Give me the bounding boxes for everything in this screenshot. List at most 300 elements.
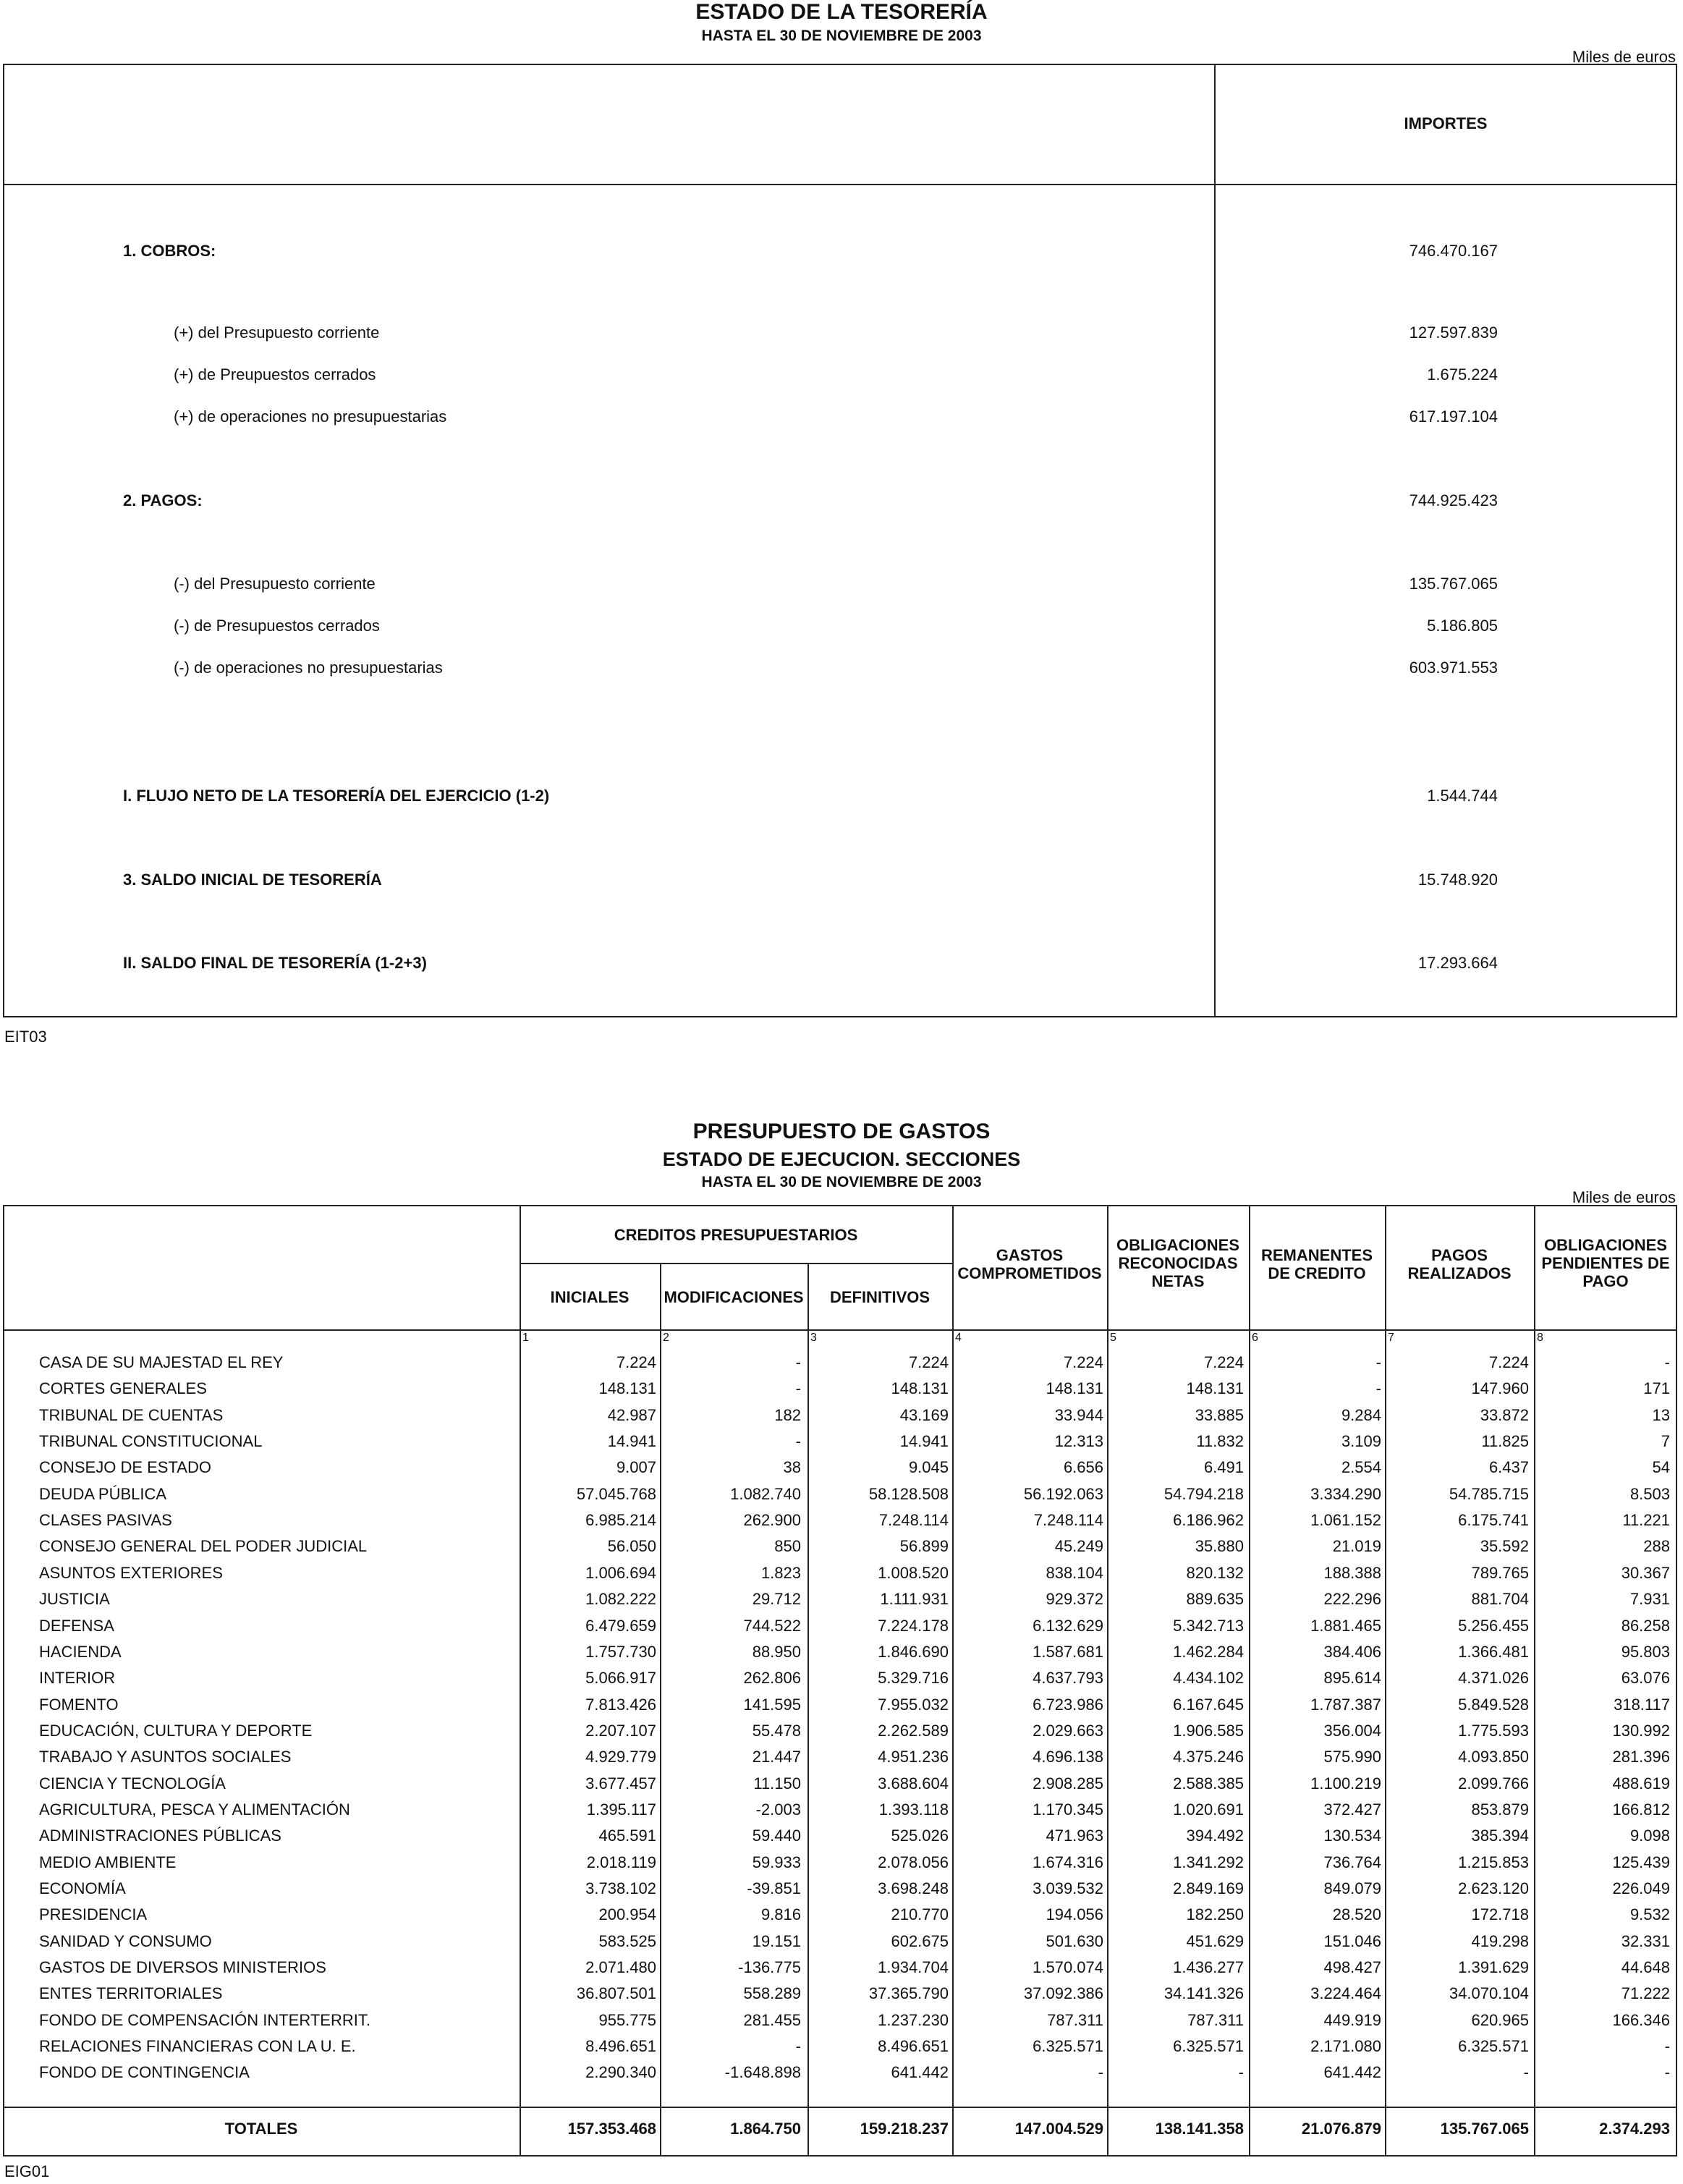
table-row bbox=[3, 1561, 1677, 1587]
table-row bbox=[3, 1666, 1677, 1692]
cell-definitivos: 525.026 bbox=[891, 1827, 949, 1845]
cell-remanentes: 2.171.080 bbox=[1310, 2037, 1381, 2055]
totals-label: TOTALES bbox=[224, 2120, 298, 2138]
cell-iniciales: 56.050 bbox=[607, 1537, 656, 1555]
cell-comprometidos: 45.249 bbox=[1054, 1537, 1103, 1555]
cell-pendientes: 63.076 bbox=[1621, 1669, 1670, 1687]
cell-section-name: ADMINISTRACIONES PÚBLICAS bbox=[39, 1827, 281, 1845]
cell-obligaciones: 1.436.277 bbox=[1173, 1958, 1244, 1976]
table-row bbox=[3, 1719, 1677, 1745]
cell-definitivos: 7.224.178 bbox=[878, 1617, 949, 1635]
cell-iniciales: 8.496.651 bbox=[585, 2037, 656, 2055]
table-row bbox=[3, 1508, 1677, 1534]
cell-iniciales: 57.045.768 bbox=[576, 1485, 656, 1503]
cell-section-name: PRESIDENCIA bbox=[39, 1905, 148, 1923]
cell-definitivos: 148.131 bbox=[891, 1379, 949, 1397]
cell-obligaciones: 54.794.218 bbox=[1163, 1485, 1244, 1503]
cell-modificaciones: 11.150 bbox=[753, 1774, 801, 1793]
cell-iniciales: 4.929.779 bbox=[585, 1748, 656, 1766]
cell-comprometidos: 6.656 bbox=[1063, 1458, 1103, 1476]
cell-pagos: 1.215.853 bbox=[1458, 1853, 1529, 1871]
cell-definitivos: 5.329.716 bbox=[878, 1669, 949, 1687]
cell-obligaciones: 34.141.326 bbox=[1163, 1984, 1244, 2002]
cell-comprometidos: 4.696.138 bbox=[1033, 1748, 1103, 1766]
cell-modificaciones: 1.082.740 bbox=[730, 1485, 801, 1503]
total-iniciales: 157.353.468 bbox=[567, 2120, 656, 2138]
cell-pendientes: 8.503 bbox=[1629, 1485, 1670, 1503]
cell-obligaciones: - bbox=[1238, 2063, 1244, 2081]
cell-iniciales: 9.007 bbox=[616, 1458, 656, 1476]
tesoreria-line-value: 5.186.805 bbox=[1427, 617, 1498, 635]
cell-pendientes: 288 bbox=[1643, 1537, 1670, 1555]
cell-obligaciones: 1.906.585 bbox=[1173, 1722, 1244, 1740]
cell-obligaciones: 2.849.169 bbox=[1173, 1879, 1244, 1897]
column-number: 1 bbox=[522, 1332, 529, 1344]
cell-definitivos: 7.248.114 bbox=[878, 1511, 949, 1529]
header-line: REMANENTES bbox=[1260, 1246, 1373, 1264]
cell-pagos: 1.391.629 bbox=[1458, 1958, 1529, 1976]
cell-comprometidos: 33.944 bbox=[1054, 1406, 1103, 1424]
header-line: PAGO bbox=[1582, 1272, 1629, 1290]
cell-pendientes: 130.992 bbox=[1612, 1722, 1670, 1740]
column-number: 7 bbox=[1388, 1332, 1394, 1344]
tesoreria-line-label: (-) de Presupuestos cerrados bbox=[174, 617, 380, 635]
table-row bbox=[3, 1403, 1677, 1429]
cell-obligaciones: 394.492 bbox=[1186, 1827, 1244, 1845]
totals-top-line bbox=[3, 2107, 1677, 2108]
cell-pendientes: 30.367 bbox=[1621, 1564, 1670, 1582]
cell-pagos: 2.623.120 bbox=[1458, 1879, 1529, 1897]
cell-section-name: CIENCIA Y TECNOLOGÍA bbox=[39, 1774, 226, 1793]
cell-obligaciones: 451.629 bbox=[1186, 1932, 1244, 1950]
cell-section-name: FONDO DE CONTINGENCIA bbox=[39, 2063, 250, 2081]
cell-pagos: 1.366.481 bbox=[1458, 1643, 1529, 1661]
cell-section-name: AGRICULTURA, PESCA Y ALIMENTACIÓN bbox=[39, 1800, 350, 1819]
header-line: PAGOS bbox=[1431, 1246, 1488, 1264]
cell-section-name: DEUDA PÚBLICA bbox=[39, 1485, 167, 1503]
cell-modificaciones: -2.003 bbox=[755, 1800, 801, 1819]
cell-pagos: 54.785.715 bbox=[1449, 1485, 1529, 1503]
cell-remanentes: 3.224.464 bbox=[1310, 1984, 1381, 2002]
tesoreria-line-label: (+) de Preupuestos cerrados bbox=[174, 365, 376, 384]
creditos-underline bbox=[520, 1263, 952, 1264]
cell-pendientes: 318.117 bbox=[1614, 1696, 1670, 1714]
cell-comprometidos: 37.092.386 bbox=[1023, 1984, 1103, 2002]
cell-comprometidos: 194.056 bbox=[1046, 1905, 1103, 1923]
cell-iniciales: 2.207.107 bbox=[585, 1722, 656, 1740]
cell-comprometidos: 471.963 bbox=[1046, 1827, 1103, 1845]
cell-modificaciones: 744.522 bbox=[743, 1617, 801, 1635]
cell-pagos: 2.099.766 bbox=[1458, 1774, 1529, 1793]
cell-pendientes: - bbox=[1664, 2063, 1670, 2081]
cell-definitivos: 1.393.118 bbox=[878, 1800, 949, 1819]
cell-section-name: RELACIONES FINANCIERAS CON LA U. E. bbox=[39, 2037, 356, 2055]
cell-iniciales: 465.591 bbox=[598, 1827, 656, 1845]
cell-pendientes: 86.258 bbox=[1621, 1617, 1670, 1635]
table-row bbox=[3, 1798, 1677, 1824]
cell-definitivos: 4.951.236 bbox=[878, 1748, 949, 1766]
cell-iniciales: 36.807.501 bbox=[576, 1984, 656, 2002]
cell-remanentes: 575.990 bbox=[1323, 1748, 1381, 1766]
tesoreria-line-label: 1. COBROS: bbox=[123, 242, 216, 260]
cell-remanentes: 849.079 bbox=[1323, 1879, 1381, 1897]
cell-iniciales: 3.738.102 bbox=[585, 1879, 656, 1897]
cell-pagos: 11.825 bbox=[1481, 1432, 1529, 1450]
tesoreria-line-value: 617.197.104 bbox=[1409, 407, 1498, 426]
tesoreria-line-label: I. FLUJO NETO DE LA TESORERÍA DEL EJERCICIO (1-2) bbox=[123, 787, 550, 805]
cell-pagos: 1.775.593 bbox=[1458, 1722, 1529, 1740]
cell-modificaciones: 281.455 bbox=[743, 2011, 801, 2029]
cell-pagos: 35.592 bbox=[1480, 1537, 1529, 1555]
cell-remanentes: 2.554 bbox=[1341, 1458, 1381, 1476]
cell-obligaciones: 4.375.246 bbox=[1173, 1748, 1244, 1766]
header-obligaciones-reconocidas bbox=[1107, 1236, 1249, 1290]
cell-pagos: 6.175.741 bbox=[1458, 1511, 1529, 1529]
cell-comprometidos: 3.039.532 bbox=[1033, 1879, 1103, 1897]
cell-remanentes: 151.046 bbox=[1323, 1932, 1381, 1950]
header-definitivos: DEFINITIVOS bbox=[829, 1288, 930, 1306]
cell-remanentes: 9.284 bbox=[1341, 1406, 1381, 1424]
cell-remanentes: 498.427 bbox=[1323, 1958, 1381, 1976]
table-row bbox=[3, 1376, 1677, 1402]
cell-definitivos: 3.698.248 bbox=[878, 1879, 949, 1897]
cell-section-name: TRIBUNAL DE CUENTAS bbox=[39, 1406, 224, 1424]
cell-pendientes: 44.648 bbox=[1621, 1958, 1670, 1976]
header-bottom-line bbox=[3, 1329, 1677, 1331]
cell-modificaciones: 55.478 bbox=[752, 1722, 801, 1740]
header-line: NETAS bbox=[1151, 1272, 1205, 1290]
table-row bbox=[3, 1981, 1677, 2007]
cell-remanentes: 130.534 bbox=[1323, 1827, 1381, 1845]
cell-obligaciones: 6.325.571 bbox=[1173, 2037, 1244, 2055]
cell-comprometidos: 6.132.629 bbox=[1033, 1617, 1103, 1635]
cell-definitivos: 1.934.704 bbox=[878, 1958, 949, 1976]
cell-remanentes: 222.296 bbox=[1323, 1590, 1381, 1608]
table-row bbox=[3, 1745, 1677, 1771]
cell-modificaciones: 21.447 bbox=[752, 1748, 801, 1766]
cell-pagos: 385.394 bbox=[1471, 1827, 1529, 1845]
cell-section-name: MEDIO AMBIENTE bbox=[39, 1853, 177, 1871]
cell-remanentes: 736.764 bbox=[1323, 1853, 1381, 1871]
cell-modificaciones: 38 bbox=[783, 1458, 801, 1476]
cell-section-name: JUSTICIA bbox=[39, 1590, 110, 1608]
cell-comprometidos: 501.630 bbox=[1046, 1932, 1103, 1950]
tesoreria-line-value: 746.470.167 bbox=[1409, 242, 1498, 260]
cell-pendientes: 7.931 bbox=[1629, 1590, 1670, 1608]
total-pendientes: 2.374.293 bbox=[1599, 2120, 1670, 2138]
table-row bbox=[3, 2008, 1677, 2034]
cell-remanentes: 372.427 bbox=[1323, 1800, 1381, 1819]
cell-pendientes: - bbox=[1664, 2037, 1670, 2055]
cell-pendientes: 488.619 bbox=[1612, 1774, 1670, 1793]
cell-pagos: 5.256.455 bbox=[1458, 1617, 1529, 1635]
cell-obligaciones: 787.311 bbox=[1187, 2011, 1244, 2029]
total-remanentes: 21.076.879 bbox=[1301, 2120, 1381, 2138]
table-row bbox=[3, 1534, 1677, 1560]
tesoreria-line-value: 17.293.664 bbox=[1417, 954, 1498, 972]
tesoreria-header-divider bbox=[3, 184, 1677, 185]
cell-obligaciones: 1.020.691 bbox=[1173, 1800, 1244, 1819]
cell-section-name: FONDO DE COMPENSACIÓN INTERTERRIT. bbox=[39, 2011, 370, 2029]
cell-definitivos: 43.169 bbox=[899, 1406, 949, 1424]
table-row bbox=[3, 1824, 1677, 1850]
cell-remanentes: 3.109 bbox=[1341, 1432, 1381, 1450]
table-row bbox=[3, 1350, 1677, 1376]
table-row bbox=[3, 1876, 1677, 1902]
cell-obligaciones: 33.885 bbox=[1195, 1406, 1244, 1424]
cell-iniciales: 14.941 bbox=[607, 1432, 656, 1450]
cell-comprometidos: 787.311 bbox=[1047, 2011, 1103, 2029]
cell-pagos: 853.879 bbox=[1471, 1800, 1529, 1819]
cell-pendientes: 226.049 bbox=[1612, 1879, 1670, 1897]
header-pendientes-pago bbox=[1534, 1236, 1677, 1290]
cell-remanentes: 1.100.219 bbox=[1310, 1774, 1381, 1793]
cell-modificaciones: 9.816 bbox=[760, 1905, 801, 1923]
cell-iniciales: 5.066.917 bbox=[585, 1669, 656, 1687]
header-iniciales: INICIALES bbox=[550, 1288, 629, 1306]
cell-modificaciones: -1.648.898 bbox=[724, 2063, 801, 2081]
table-row bbox=[3, 1929, 1677, 1955]
cell-definitivos: 2.262.589 bbox=[878, 1722, 949, 1740]
cell-comprometidos: 838.104 bbox=[1046, 1564, 1103, 1582]
cell-obligaciones: 148.131 bbox=[1186, 1379, 1244, 1397]
cell-obligaciones: 11.832 bbox=[1196, 1432, 1244, 1450]
cell-comprometidos: 6.723.986 bbox=[1033, 1696, 1103, 1714]
table-row bbox=[3, 1587, 1677, 1613]
column-number: 4 bbox=[955, 1332, 962, 1344]
cell-section-name: TRABAJO Y ASUNTOS SOCIALES bbox=[39, 1748, 292, 1766]
cell-definitivos: 602.675 bbox=[891, 1932, 949, 1950]
table-row bbox=[3, 1482, 1677, 1508]
tesoreria-line-label: (-) del Presupuesto corriente bbox=[174, 575, 376, 593]
tesoreria-line-label: 2. PAGOS: bbox=[123, 491, 203, 509]
cell-comprometidos: 1.587.681 bbox=[1033, 1643, 1103, 1661]
cell-modificaciones: -136.775 bbox=[738, 1958, 801, 1976]
cell-section-name: ENTES TERRITORIALES bbox=[39, 1984, 223, 2002]
cell-remanentes: 188.388 bbox=[1323, 1564, 1381, 1582]
cell-iniciales: 3.677.457 bbox=[585, 1774, 656, 1793]
cell-pendientes: 54 bbox=[1652, 1458, 1670, 1476]
cell-definitivos: 1.846.690 bbox=[878, 1643, 949, 1661]
cell-pagos: 33.872 bbox=[1480, 1406, 1529, 1424]
table-row bbox=[3, 1850, 1677, 1876]
total-definitivos: 159.218.237 bbox=[860, 2120, 949, 2138]
table-row bbox=[3, 1772, 1677, 1798]
cell-iniciales: 6.479.659 bbox=[585, 1617, 656, 1635]
tesoreria-line-value: 1.544.744 bbox=[1427, 787, 1498, 805]
cell-modificaciones: 1.823 bbox=[760, 1564, 801, 1582]
tesoreria-line-label: (+) de operaciones no presupuestarias bbox=[174, 407, 447, 426]
cell-modificaciones: 182 bbox=[774, 1406, 801, 1424]
total-pagos: 135.767.065 bbox=[1440, 2120, 1529, 2138]
cell-comprometidos: 929.372 bbox=[1046, 1590, 1103, 1608]
cell-pendientes: 171 bbox=[1643, 1379, 1670, 1397]
cell-iniciales: 7.224 bbox=[616, 1353, 656, 1371]
cell-comprometidos: 1.674.316 bbox=[1033, 1853, 1103, 1871]
table-row bbox=[3, 1902, 1677, 1929]
cell-comprometidos: 56.192.063 bbox=[1023, 1485, 1103, 1503]
cell-definitivos: 7.955.032 bbox=[878, 1696, 949, 1714]
header-line: PENDIENTES DE bbox=[1541, 1254, 1670, 1272]
cell-pendientes: 11.221 bbox=[1622, 1511, 1670, 1529]
cell-pendientes: 9.098 bbox=[1629, 1827, 1670, 1845]
gastos-title: PRESUPUESTO DE GASTOS bbox=[692, 1119, 991, 1143]
header-gastos-comprometidos bbox=[952, 1246, 1107, 1282]
cell-comprometidos: 2.908.285 bbox=[1033, 1774, 1103, 1793]
cell-remanentes: 1.787.387 bbox=[1310, 1696, 1381, 1714]
cell-iniciales: 2.018.119 bbox=[586, 1853, 656, 1871]
cell-definitivos: 58.128.508 bbox=[868, 1485, 949, 1503]
tesoreria-line-value: 1.675.224 bbox=[1427, 365, 1498, 384]
cell-pendientes: 166.346 bbox=[1612, 2011, 1670, 2029]
cell-section-name: HACIENDA bbox=[39, 1643, 122, 1661]
header-line: COMPROMETIDOS bbox=[957, 1264, 1102, 1282]
cell-modificaciones: 88.950 bbox=[752, 1643, 801, 1661]
gastos-code: EIG01 bbox=[4, 2162, 50, 2180]
cell-obligaciones: 7.224 bbox=[1203, 1353, 1244, 1371]
cell-remanentes: 1.881.465 bbox=[1310, 1617, 1381, 1635]
header-creditos: CREDITOS PRESUPUESTARIOS bbox=[614, 1226, 858, 1244]
header-remanentes bbox=[1249, 1246, 1385, 1282]
totals-row bbox=[3, 2109, 1677, 2147]
cell-modificaciones: 59.933 bbox=[752, 1853, 801, 1871]
cell-pagos: 4.093.850 bbox=[1458, 1748, 1529, 1766]
cell-comprometidos: 2.029.663 bbox=[1033, 1722, 1103, 1740]
tesoreria-line-label: II. SALDO FINAL DE TESORERÍA (1-2+3) bbox=[123, 954, 427, 972]
cell-section-name: CASA DE SU MAJESTAD EL REY bbox=[39, 1353, 284, 1371]
tesoreria-line-value: 603.971.553 bbox=[1409, 659, 1498, 677]
cell-iniciales: 1.006.694 bbox=[585, 1564, 656, 1582]
cell-section-name: GASTOS DE DIVERSOS MINISTERIOS bbox=[39, 1958, 326, 1976]
cell-definitivos: 8.496.651 bbox=[878, 2037, 949, 2055]
cell-definitivos: 210.770 bbox=[891, 1905, 949, 1923]
cell-obligaciones: 4.434.102 bbox=[1173, 1669, 1244, 1687]
tesoreria-subtitle: HASTA EL 30 DE NOVIEMBRE DE 2003 bbox=[701, 27, 982, 44]
header-line: REALIZADOS bbox=[1407, 1264, 1512, 1282]
cell-remanentes: 384.406 bbox=[1323, 1643, 1381, 1661]
cell-pagos: 789.765 bbox=[1471, 1564, 1529, 1582]
tesoreria-line-label: 3. SALDO INICIAL DE TESORERÍA bbox=[123, 871, 382, 889]
cell-iniciales: 1.395.117 bbox=[586, 1800, 656, 1819]
cell-pendientes: 71.222 bbox=[1621, 1984, 1670, 2002]
tesoreria-line-value: 744.925.423 bbox=[1409, 491, 1498, 509]
column-number: 5 bbox=[1110, 1332, 1116, 1344]
cell-modificaciones: 262.806 bbox=[743, 1669, 801, 1687]
cell-comprometidos: 1.170.345 bbox=[1033, 1800, 1103, 1819]
table-row bbox=[3, 1455, 1677, 1481]
cell-definitivos: 3.688.604 bbox=[878, 1774, 949, 1793]
cell-section-name: CONSEJO GENERAL DEL PODER JUDICIAL bbox=[39, 1537, 368, 1555]
cell-section-name: CONSEJO DE ESTADO bbox=[39, 1458, 211, 1476]
cell-obligaciones: 6.186.962 bbox=[1173, 1511, 1244, 1529]
header-line: OBLIGACIONES bbox=[1544, 1236, 1667, 1254]
cell-comprometidos: 7.248.114 bbox=[1033, 1511, 1103, 1529]
gastos-date: HASTA EL 30 DE NOVIEMBRE DE 2003 bbox=[701, 1174, 982, 1190]
cell-obligaciones: 1.462.284 bbox=[1173, 1643, 1244, 1661]
cell-remanentes: 641.442 bbox=[1323, 2063, 1381, 2081]
cell-obligaciones: 6.491 bbox=[1203, 1458, 1244, 1476]
cell-remanentes: 21.019 bbox=[1332, 1537, 1381, 1555]
cell-comprometidos: 1.570.074 bbox=[1033, 1958, 1103, 1976]
table-row bbox=[3, 1640, 1677, 1666]
cell-definitivos: 1.237.230 bbox=[878, 2011, 949, 2029]
cell-comprometidos: 12.313 bbox=[1054, 1432, 1103, 1450]
header-line: RECONOCIDAS bbox=[1118, 1254, 1238, 1272]
cell-iniciales: 955.775 bbox=[598, 2011, 656, 2029]
tesoreria-line-value: 127.597.839 bbox=[1409, 323, 1498, 342]
header-line: GASTOS bbox=[996, 1246, 1064, 1264]
table-row bbox=[3, 1955, 1677, 1981]
cell-modificaciones: 558.289 bbox=[743, 1984, 801, 2002]
cell-modificaciones: - bbox=[795, 1379, 801, 1397]
header-pagos-realizados bbox=[1385, 1246, 1534, 1282]
column-number: 2 bbox=[663, 1332, 669, 1344]
cell-pendientes: 95.803 bbox=[1621, 1643, 1670, 1661]
cell-pendientes: 32.331 bbox=[1621, 1932, 1670, 1950]
cell-obligaciones: 6.167.645 bbox=[1173, 1696, 1244, 1714]
cell-comprometidos: 7.224 bbox=[1063, 1353, 1103, 1371]
cell-obligaciones: 35.880 bbox=[1195, 1537, 1244, 1555]
cell-pagos: 6.437 bbox=[1488, 1458, 1529, 1476]
header-line: DE CREDITO bbox=[1268, 1264, 1366, 1282]
cell-iniciales: 200.954 bbox=[598, 1905, 656, 1923]
cell-definitivos: 56.899 bbox=[899, 1537, 949, 1555]
cell-remanentes: - bbox=[1375, 1353, 1381, 1371]
total-obligaciones: 138.141.358 bbox=[1155, 2120, 1244, 2138]
cell-section-name: EDUCACIÓN, CULTURA Y DEPORTE bbox=[39, 1722, 313, 1740]
total-comprometidos: 147.004.529 bbox=[1014, 2120, 1103, 2138]
cell-pendientes: 13 bbox=[1652, 1406, 1670, 1424]
cell-obligaciones: 2.588.385 bbox=[1173, 1774, 1244, 1793]
cell-modificaciones: 262.900 bbox=[743, 1511, 801, 1529]
cell-comprometidos: 4.637.793 bbox=[1033, 1669, 1103, 1687]
table-row bbox=[3, 1693, 1677, 1719]
cell-definitivos: 1.111.931 bbox=[880, 1590, 949, 1608]
cell-section-name: ECONOMÍA bbox=[39, 1879, 126, 1897]
cell-pendientes: 125.439 bbox=[1612, 1853, 1670, 1871]
cell-pagos: 620.965 bbox=[1471, 2011, 1529, 2029]
cell-remanentes: 449.919 bbox=[1323, 2011, 1381, 2029]
cell-section-name: INTERIOR bbox=[39, 1669, 116, 1687]
cell-remanentes: 1.061.152 bbox=[1310, 1511, 1381, 1529]
cell-definitivos: 2.078.056 bbox=[878, 1853, 949, 1871]
cell-definitivos: 37.365.790 bbox=[868, 1984, 949, 2002]
cell-definitivos: 9.045 bbox=[908, 1458, 949, 1476]
cell-pendientes: 7 bbox=[1661, 1432, 1670, 1450]
cell-iniciales: 148.131 bbox=[598, 1379, 656, 1397]
cell-comprometidos: 148.131 bbox=[1046, 1379, 1103, 1397]
cell-iniciales: 7.813.426 bbox=[585, 1696, 656, 1714]
cell-remanentes: - bbox=[1375, 1379, 1381, 1397]
cell-pendientes: 9.532 bbox=[1629, 1905, 1670, 1923]
tesoreria-line-label: (-) de operaciones no presupuestarias bbox=[174, 659, 443, 677]
importes-header: IMPORTES bbox=[1404, 114, 1488, 132]
cell-iniciales: 583.525 bbox=[598, 1932, 656, 1950]
cell-section-name: ASUNTOS EXTERIORES bbox=[39, 1564, 223, 1582]
cell-pagos: 7.224 bbox=[1488, 1353, 1529, 1371]
table-row bbox=[3, 2060, 1677, 2086]
cell-remanentes: 895.614 bbox=[1323, 1669, 1381, 1687]
cell-pendientes: 281.396 bbox=[1612, 1748, 1670, 1766]
table-row bbox=[3, 2034, 1677, 2060]
cell-obligaciones: 1.341.292 bbox=[1173, 1853, 1244, 1871]
cell-section-name: DEFENSA bbox=[39, 1617, 114, 1635]
cell-iniciales: 1.757.730 bbox=[585, 1643, 656, 1661]
table-row bbox=[3, 1614, 1677, 1640]
cell-definitivos: 7.224 bbox=[908, 1353, 949, 1371]
cell-modificaciones: - bbox=[795, 2037, 801, 2055]
cell-pagos: 172.718 bbox=[1471, 1905, 1529, 1923]
